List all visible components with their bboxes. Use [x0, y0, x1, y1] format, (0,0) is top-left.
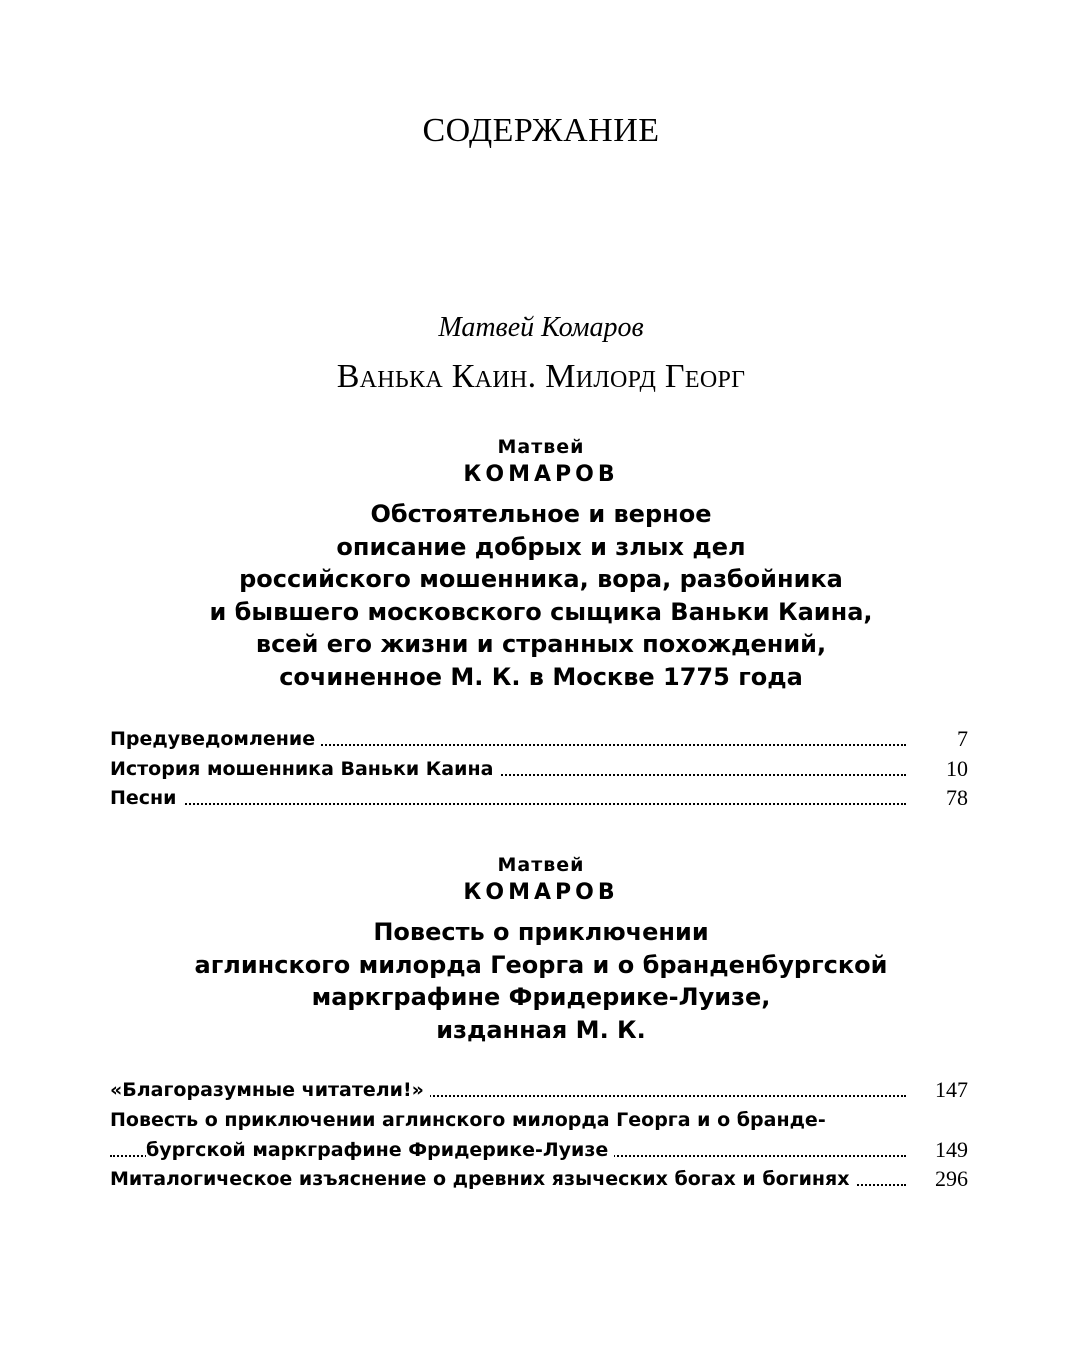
entry-label: Песни: [110, 786, 183, 810]
entry-label: Повесть о приключении аглинского милорда Георга и о бранде-: [110, 1108, 832, 1132]
work-2-title-line: изданная М. К.: [436, 1015, 646, 1044]
entry-page-number: 10: [946, 755, 968, 781]
work-1-title-line: описание добрых и злых дел: [336, 532, 746, 561]
entry-page-number: 7: [957, 726, 968, 751]
work-2-author-first: Матвей: [497, 854, 585, 876]
work-1-author-first: Матвей: [497, 436, 585, 458]
toc-entry[interactable]: [110, 1167, 970, 1197]
toc-entry[interactable]: [110, 786, 970, 816]
work-1-title-line: российского мошенника, вора, разбойника: [239, 565, 843, 593]
toc-entry-line1[interactable]: [110, 1108, 970, 1138]
toc-entry[interactable]: [110, 757, 970, 787]
page-title: СОДЕРЖАНИЕ: [422, 112, 660, 149]
work-2-title: [0, 916, 1082, 1046]
work-1-title-line: Обстоятельное и верное: [370, 500, 712, 528]
work-1-title: [0, 498, 1082, 693]
work-1-title-line: и бывшего московского сыщика Ваньки Каина,: [209, 597, 873, 626]
toc-entry[interactable]: [110, 1138, 970, 1168]
entry-page-number: 149: [935, 1136, 968, 1162]
entry-label: Миталогическое изъяснение о древних языческих богах и богинях: [110, 1167, 856, 1191]
entry-label: Предуведомление: [110, 727, 321, 751]
toc-entry[interactable]: [110, 1078, 970, 1108]
entry-label: «Благоразумные читатели!»: [110, 1078, 430, 1102]
work-2-heading: [0, 852, 1082, 1046]
entry-page-number: 296: [935, 1166, 968, 1191]
work-1-title-line: сочиненное М. К. в Москве 1775 года: [279, 662, 803, 691]
work-1-title-line: всей его жизни и странных похождений,: [255, 630, 827, 658]
work-2-title-line: маркграфине Фридерике-Луизе,: [311, 983, 771, 1011]
work-2-author-last: КОМАРОВ: [463, 880, 619, 905]
work-2-entries: [110, 1078, 970, 1197]
toc-entry[interactable]: [110, 727, 970, 757]
work-2-title-line: аглинского милорда Георга и о бранденбургской: [194, 950, 888, 979]
work-1-heading: [0, 434, 1082, 693]
book-author: Матвей Комаров: [438, 312, 644, 343]
work-1-author-last: КОМАРОВ: [463, 462, 619, 487]
work-2-title-line: Повесть о приключении: [373, 918, 709, 946]
work-1-entries: [110, 727, 970, 816]
dot-leader: [110, 803, 906, 805]
entry-page-number: 78: [946, 785, 968, 810]
entry-page-number: 147: [935, 1077, 968, 1102]
book-title: Ванька Каин. Милорд Георг: [336, 358, 746, 395]
entry-label: История мошенника Ваньки Каина: [110, 757, 499, 781]
entry-label: бургской маркграфине Фридерике-Луизе: [146, 1138, 614, 1162]
